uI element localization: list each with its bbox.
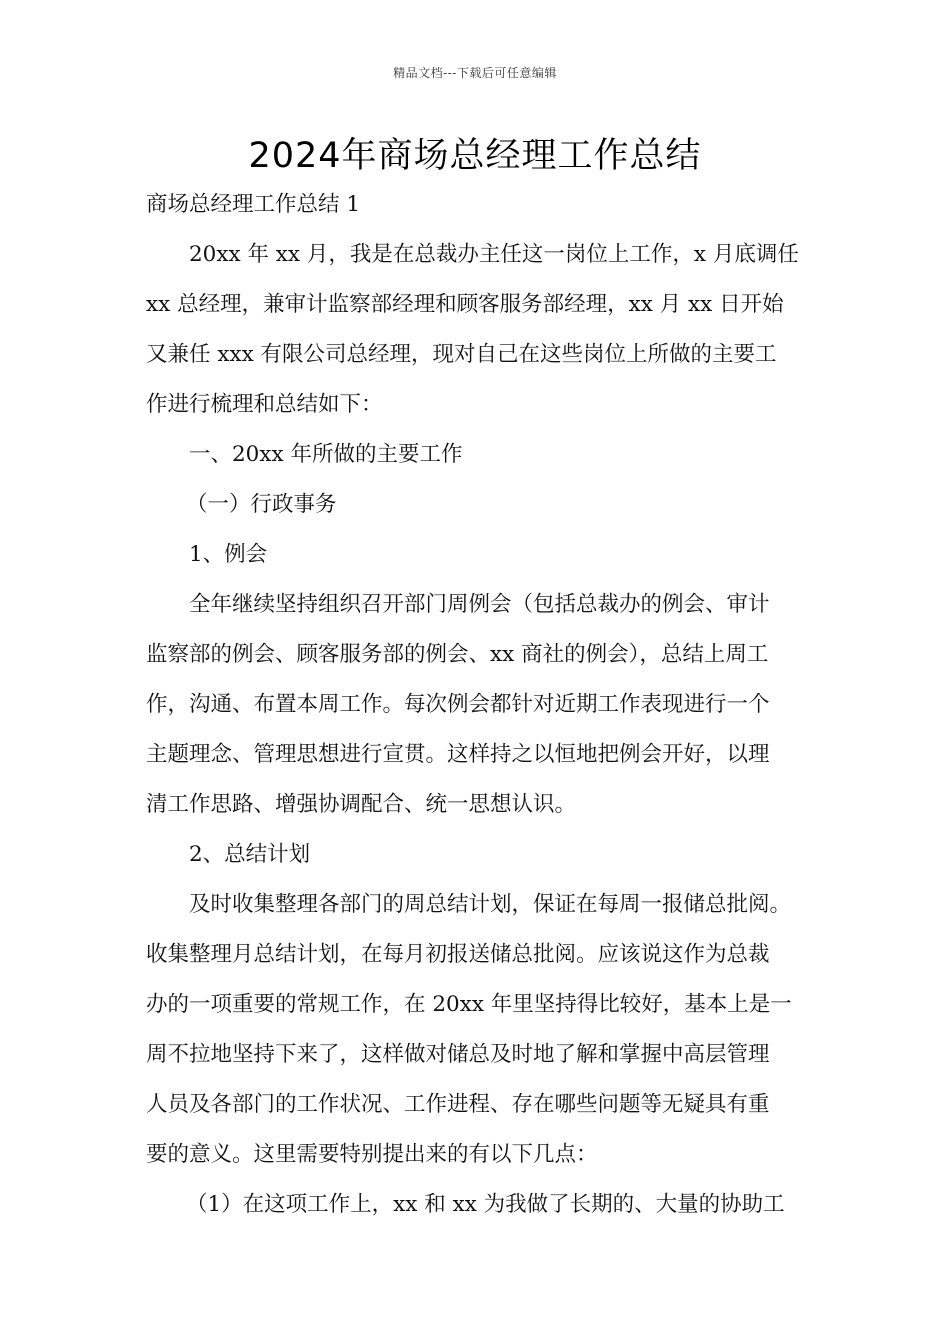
paragraph-line: 监察部的例会、顾客服务部的例会、xx 商社的例会），总结上周工 xyxy=(146,642,769,667)
paragraph-line: 要的意义。这里需要特别提出来的有以下几点： xyxy=(146,1142,598,1167)
item-heading: 1、例会 xyxy=(189,542,268,567)
paragraph-line: 主题理念、管理思想进行宣贯。这样持之以恒地把例会开好，以理 xyxy=(146,742,770,767)
numbered-point: （1）在这项工作上，xx 和 xx 为我做了长期的、大量的协助工 xyxy=(186,1192,785,1217)
paragraph-line: 作进行梳理和总结如下： xyxy=(146,392,383,417)
paragraph-line: 办的一项重要的常规工作，在 20xx 年里坚持得比较好，基本上是一 xyxy=(146,992,792,1017)
section-subtitle: 商场总经理工作总结 1 xyxy=(146,192,361,217)
paragraph-line: 作，沟通、布置本周工作。每次例会都针对近期工作表现进行一个 xyxy=(146,692,770,717)
paragraph-line: 人员及各部门的工作状况、工作进程、存在哪些问题等无疑具有重 xyxy=(146,1092,770,1117)
paragraph-line: 周不拉地坚持下来了，这样做对储总及时地了解和掌握中高层管理 xyxy=(146,1042,770,1067)
item-heading: 2、总结计划 xyxy=(189,842,311,867)
document-body xyxy=(146,180,814,1230)
paragraph-line: 全年继续坚持组织召开部门周例会（包括总裁办的例会、审计 xyxy=(189,592,770,617)
paragraph-line: 清工作思路、增强协调配合、统一思想认识。 xyxy=(146,792,577,817)
subsection-heading: （一）行政事务 xyxy=(186,492,337,517)
paragraph-line: 及时收集整理各部门的周总结计划，保证在每周一报储总批阅。 xyxy=(189,892,792,917)
document-title: 2024年商场总经理工作总结 xyxy=(248,136,702,176)
paragraph-line: 又兼任 xxx 有限公司总经理，现对自己在这些岗位上所做的主要工 xyxy=(146,342,777,367)
header-note: 精品文档---下载后可任意编辑 xyxy=(393,66,557,80)
paragraph-line: xx 总经理，兼审计监察部经理和顾客服务部经理，xx 月 xx 日开始 xyxy=(146,292,784,317)
paragraph-line: 收集整理月总结计划，在每月初报送储总批阅。应该说这作为总裁 xyxy=(146,942,770,967)
paragraph-line: 20xx 年 xx 月，我是在总裁办主任这一岗位上工作，x 月底调任 xyxy=(189,242,799,267)
section-heading: 一、20xx 年所做的主要工作 xyxy=(189,442,463,467)
